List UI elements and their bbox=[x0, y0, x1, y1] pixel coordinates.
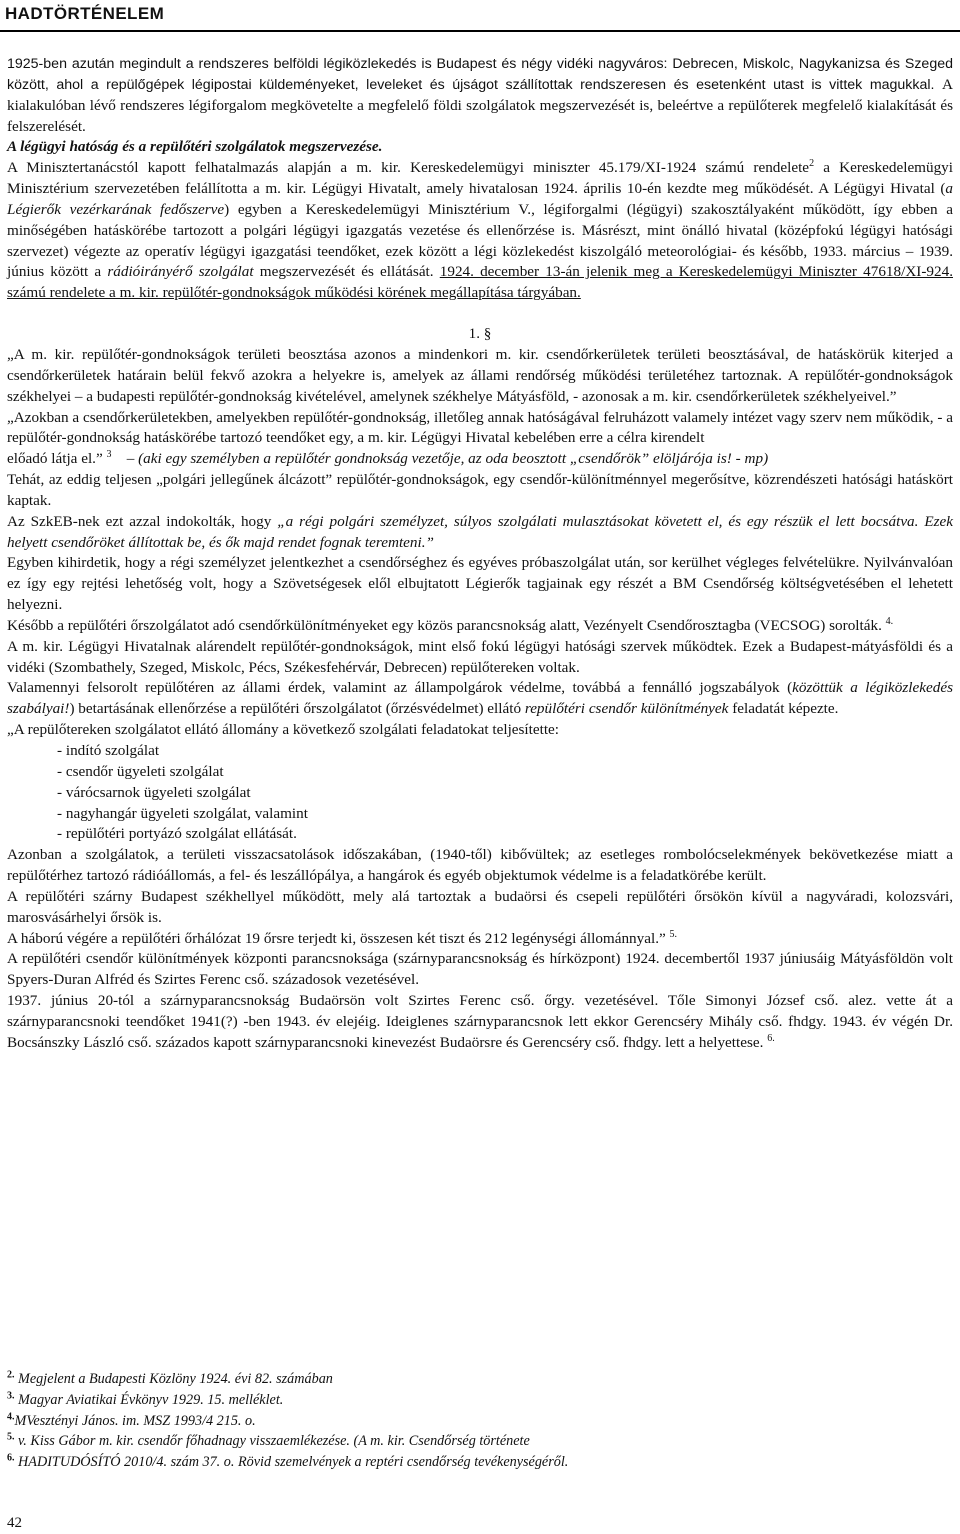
list-item: - repülőtéri portyázó szolgálat ellátását. bbox=[57, 825, 297, 843]
footnote bbox=[7, 1411, 953, 1432]
paragraph-valamennyi bbox=[7, 678, 953, 720]
page-header bbox=[0, 0, 960, 32]
decree-italic-1: a Légierők vezérkarának fedőszerve bbox=[7, 180, 953, 218]
footnote-number: 4. bbox=[7, 1410, 15, 1422]
intro-text-2: A kialakulóban lévő rendszeres légiforgalom megkövetelte a megfelelő földi szolgálatok megszervezését is, beleértve a repülőterek megfelelő kialakítását és felszerelését. bbox=[7, 75, 953, 135]
footnote bbox=[7, 1431, 953, 1452]
footnote-number: 2. bbox=[7, 1369, 15, 1381]
decree-text-2: a Kereskedelemügyi Minisztérium szervezetében felállította a m. kir. Légügyi Hivatalt, amely hivatalosan 1924. április 10-én kezdte meg működését. A Légügyi Hivatal ( bbox=[7, 159, 953, 198]
paragraph-tehat: Tehát, az eddig teljesen „polgári jellegűnek álcázott” repülőtér-gondnokságok, egy csendőr-különítménnyel megerősítve, közrendészeti hatósági hatáskört kaptak. bbox=[7, 471, 953, 509]
list-item: - nagyhangár ügyeleti szolgálat, valamint bbox=[57, 804, 308, 822]
valamennyi-italic-2: repülőtéri csendőr különítmények bbox=[524, 700, 729, 718]
quote-1: „A m. kir. repülőtér-gondnokságok területi beosztása azonos a mindenkori m. kir. csendőrkerületek területi beosztásával, de hatáskörük kiterjed a csendőrkerületek határain belül fekvő azokra a helyekre is, amelyek az állami rendőrség működési területéhez tartoznak. A repülőtér-gondnokságok székhelyei – a budapesti repülőtér-gondnokság kivételével, amelynek székhelye Mátyásföld, - azonosak a m. kir. csendőrkerületek székhelyeivel.” bbox=[7, 345, 953, 405]
quote-2-end-text: előadó látja el.” bbox=[7, 450, 103, 468]
footnote-ref: 4. bbox=[885, 615, 894, 627]
szkeb-quote: „a régi polgári személyzet, súlyos szolgálati mulasztásokat követett el, és egy részük el lett bocsátva. Ezek helyett csendőröket állítottak be, és ők majd rendet fognak teremteni.” bbox=[7, 512, 953, 551]
quote-2-end: előadó látja el.” $^3$ – (aki egy személyben a repülőtér gondnokság vezetője, az oda beosztott „csendőrök” elöljárója is! - mp) bbox=[7, 449, 769, 468]
decree-text-4: megszervezését és ellátását. bbox=[253, 263, 434, 281]
footnote-number: 6. bbox=[7, 1452, 15, 1464]
footnote-ref: 6. bbox=[767, 1032, 775, 1044]
footnote-text: Megjelent a Budapesti Közlöny 1924. évi 82. számában bbox=[14, 1371, 333, 1387]
paragraph-decree bbox=[7, 158, 953, 304]
paragraph-szarny: A repülőtéri szárny Budapest székhellyel működött, mely alá tartoztak a budaörsi és csepeli repülőtéri őrsökön kívül a nagyváradi, kolozsvári, marosvásárhelyi őrsök is. bbox=[7, 887, 953, 926]
list-item: - csendőr ügyeleti szolgálat bbox=[57, 762, 224, 780]
footnote-text: Magyar Aviatikai Évkönyv 1929. 15. melléklet. bbox=[14, 1391, 284, 1408]
paragraph-egyben: Egyben kihirdetik, hogy a régi személyzet jelentkezhet a csendőrséghez és egyéves próbaszolgálat után, sor kerülhet végleges felvételükre. Nyilvánvalóan ez így egy rejtési lehetőség volt, hogy a Szövetségesek elől elbujtatott Légierők tagjainak egy részét a BM Csendőrség költségvetésében el lehetett helyezni. bbox=[7, 554, 953, 614]
footnote-text: HADITUDÓSÍTÓ 2010/4. szám 37. o. Rövid szemelvények a reptéri csendőrség tevékenységéről. bbox=[14, 1454, 569, 1471]
footnote-number: 5. bbox=[7, 1431, 15, 1443]
main-content bbox=[7, 54, 953, 1054]
page-number: 42 bbox=[7, 1515, 22, 1531]
list-item: - várócsarnok ügyeleti szolgálat bbox=[57, 783, 251, 801]
footnote-ref: 2 bbox=[809, 158, 815, 170]
paragraph-haboru bbox=[7, 929, 953, 950]
intro-text: 1925-ben azután megindult a rendszeres belföldi légiközlekedés is Budapest és négy vidéki nagyváros: Debrecen, Miskolc, Nagykanizsa és Szeged között, ahol a repülőgépek légipostai küldeményeket, leveleket és újságot szállítottak rendszeresen és esetenként utast is vittek magukkal. bbox=[7, 56, 953, 93]
paragraph-legugyi: A m. kir. Légügyi Hivatalnak alárendelt repülőtér-gondnokságok, mint első fokú légügyi hatósági szervek működtek. Ezek a Budapest-mátyásföldi és a vidéki (Szombathely, Szeged, Miskolc, Pécs, Székesfehérvár, Debrecen) repülőtereken voltak. bbox=[7, 637, 953, 676]
footnote bbox=[7, 1452, 953, 1473]
footnote-ref: 5. bbox=[669, 928, 678, 940]
decree-text-3: ) egyben a Kereskedelemügyi Minisztérium V., légiforgalmi (légügyi) szakosztályaként működött, így ebben a minőségében hatáskörébe tartozott a polgári légügyi igazgatás vezetése és ellenőrzése is. Másrészt, mint önálló hivatal (középfokú légügyi hatósági szervezet) végezte az operatív légügyi igazgatási teendőket, ezek között a légi közlekedést kiszolgáló meteorológiai- és később, 1933. március – 1939. június között a bbox=[7, 200, 953, 281]
footnote bbox=[7, 1390, 953, 1411]
editor-note: (aki egy személyben a repülőtér gondnokság vezetője, az oda beosztott „csendőrök” elöljárója is! - mp) bbox=[138, 450, 769, 468]
valamennyi-text-2: ) betartásának ellenőrzése a repülőtéri őrszolgálatot (őrzésvédelmet) ellátó bbox=[69, 700, 525, 718]
kesobb-text: Később a repülőtéri őrszolgálatot adó csendőrkülönítményeket egy közös parancsnokság alatt, Vezényelt Csendőrosztagba (VECSOG) sorolták. bbox=[7, 616, 882, 634]
quote-2: „Azokban a csendőrkerületekben, amelyekben repülőtér-gondnokság, illetőleg annak hatóságával felruházott valamely intézet vagy szerv nem működik, - a repülőtér-gondnokság hatáskörébe tartozó teendőket egy, a m. kir. Légügyi Hivatal kebelében erre a célra kirendelt bbox=[7, 408, 953, 447]
section-title: A légügyi hatóság és a repülőtéri szolgálatok megszervezése. bbox=[7, 138, 383, 156]
underlined-decree: 1924. december 13-án jelenik meg a Kereskedelemügyi Miniszter 47618/XI-924. számú rendelete a m. kir. repülőtér-gondnokságok működési körének megállapítása tárgyában. bbox=[7, 263, 953, 302]
footnotes bbox=[7, 1369, 953, 1473]
duty-list bbox=[7, 741, 953, 845]
valamennyi-text-3: feladatát képezte. bbox=[728, 700, 839, 718]
footnote-text: MVesztényi János. im. MSZ 1993/4 215. o. bbox=[14, 1412, 256, 1429]
valamennyi-text: Valamennyi felsorolt repülőtéren az állami érdek, valamint az állampolgárok védelme, továbbá a fennálló jogszabályok ( bbox=[7, 679, 793, 697]
section-header-title: HADTÖRTÉNELEM bbox=[5, 4, 165, 23]
footnote-text: v. Kiss Gábor m. kir. csendőr főhadnagy visszaemlékezése. (A m. kir. Csendőrség története bbox=[14, 1433, 530, 1450]
paragraph-1937 bbox=[7, 991, 953, 1054]
footnote-number: 3. bbox=[7, 1390, 15, 1402]
decree-italic-2: rádióirányérő szolgálat bbox=[107, 263, 254, 281]
valamennyi-italic-1: közöttük a légiközlekedés szabályai! bbox=[7, 679, 953, 718]
paragraph-szkeb bbox=[7, 512, 953, 554]
haboru-text: A háború végére a repülőtéri őrhálózat 19 őrsre terjedt ki, összesen két tiszt és 212 legénységi állománnyal.” bbox=[7, 929, 666, 947]
section-mark: 1. § bbox=[468, 325, 492, 343]
paragraph-azonban: Azonban a szolgálatok, a területi visszacsatolások időszakában, (1940-től) kibővültek; az esetleges rombolócselekmények bekövetkezése miatt a repülőtérhez tartozó rádióállomás, a fel- és leszállópálya, a hangárok és egyéb objektumok védelme is a feladatkörébe került. bbox=[7, 846, 953, 885]
paragraph-allomany: „A repülőtereken szolgálatot ellátó állomány a következő szolgálati feladatokat teljesítette: bbox=[7, 721, 560, 739]
footnote bbox=[7, 1369, 953, 1390]
list-item: - indító szolgálat bbox=[57, 742, 160, 759]
p1937-text: 1937. június 20-tól a szárnyparancsnokság Budaörsön volt Szirtes Ferenc cső. őrgy. vezetésével. Tőle Simonyi József cső. alez. vette át a szárnyparancsnoki teendőket 1941(?) -ben 1943. év elejéig. Ideiglenes szárnyparancsnok lett ekkor Gerencséry Mihály cső. fhdgy. 1943. év végén Dr. Bocsánszky László cső. százados kapott szárnyparancsnoki kinevezést Budaörsre és Gerencséry cső. fhdgy. lett a helyettese. bbox=[7, 992, 953, 1051]
szkeb-text: Az SzkEB-nek ezt azzal indokolták, hogy bbox=[7, 512, 278, 530]
decree-text: A Minisztertanácstól kapott felhatalmazás alapján a m. kir. Kereskedelemügyi miniszter 45.179/XI-1924 számú rendelete bbox=[7, 159, 810, 177]
paragraph-kozponti: A repülőtéri csendőr különítmények központi parancsnoksága (szárnyparancsnokság és hírközpont) 1924. decembertől 1937 júniusáig Mátyásföldön volt Spyers-Duran Alfréd és Szirtes Ferenc cső. századosok vezetésével. bbox=[7, 950, 953, 989]
footnote-ref: 3 bbox=[106, 449, 112, 461]
intro-paragraph bbox=[7, 54, 953, 137]
paragraph-kesobb bbox=[7, 616, 953, 637]
